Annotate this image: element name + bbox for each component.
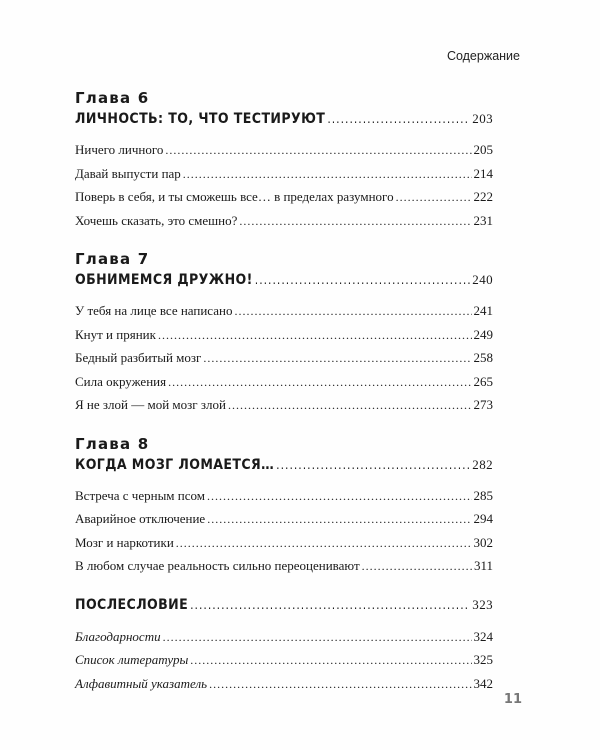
page-number: 222	[473, 189, 493, 204]
toc-entry[interactable]	[75, 323, 493, 347]
entry-title: Алфавитный указатель	[75, 675, 208, 691]
entry-title: Список литературы	[75, 652, 189, 667]
toc-entry[interactable]	[75, 185, 493, 209]
entry-title: Кнут и пряник	[75, 326, 156, 342]
leader-dots	[362, 555, 472, 579]
toc-entry[interactable]	[75, 672, 493, 696]
toc-entry[interactable]	[75, 507, 493, 531]
page-number: 249	[473, 326, 493, 342]
toc-entry[interactable]	[75, 625, 493, 649]
chapter-title: КОГДА МОЗГ ЛОМАЕТСЯ…	[75, 456, 275, 473]
toc-entry[interactable]	[75, 484, 493, 508]
page-number: 265	[473, 373, 493, 389]
leader-dots	[163, 626, 472, 650]
leader-dots	[190, 594, 470, 616]
afterword-title: ПОСЛЕСЛОВИЕ	[75, 596, 189, 613]
page-number: 231	[473, 212, 493, 228]
chapter-label: Глава 8	[75, 434, 150, 453]
chapter-label: Глава 7	[75, 250, 150, 268]
entry-title: Давай выпусти пар	[75, 165, 181, 181]
toc-entry[interactable]	[75, 346, 493, 370]
entry-title: Мозг и наркотики	[75, 534, 174, 550]
leader-dots	[158, 324, 472, 348]
entry-title: Сила окружения	[75, 373, 167, 389]
page-number: 323	[472, 596, 493, 612]
toc-entry[interactable]	[75, 138, 493, 162]
page-number: 240	[472, 272, 493, 287]
chapter-title: ОБНИМЕМСЯ ДРУЖНО!	[75, 272, 253, 288]
toc-entry[interactable]	[75, 370, 493, 394]
chapter-6-section	[75, 88, 493, 232]
toc-entry[interactable]	[75, 162, 493, 186]
page-number: 258	[473, 350, 493, 365]
entry-title: Я не злой — мой мозг злой	[75, 397, 226, 412]
toc-entry[interactable]	[75, 554, 493, 578]
leader-dots	[228, 394, 472, 418]
leader-dots	[239, 210, 471, 234]
toc-entry[interactable]	[75, 531, 493, 555]
leader-dots	[165, 139, 471, 163]
page-folio: 11	[503, 692, 522, 707]
leader-dots	[327, 108, 470, 130]
page-number: 214	[473, 165, 493, 181]
page-number: 273	[473, 397, 493, 412]
page-number: 324	[473, 628, 493, 644]
entry-title: Благодарности	[75, 628, 161, 644]
toc-entry[interactable]	[75, 209, 493, 233]
entry-title: Бедный разбитый мозг	[75, 350, 202, 365]
entry-title: У тебя на лице все написано	[75, 303, 233, 318]
page-number: 205	[473, 142, 493, 157]
page-number: 325	[473, 652, 493, 667]
leader-dots	[234, 300, 471, 324]
page-number: 282	[472, 456, 493, 472]
leader-dots	[209, 673, 471, 697]
leader-dots	[203, 347, 471, 371]
entry-title: Хочешь сказать, это смешно?	[75, 212, 238, 228]
leader-dots	[183, 163, 472, 187]
leader-dots	[190, 649, 471, 673]
entry-title: Аварийное отключение	[75, 511, 206, 526]
chapter-title: ЛИЧНОСТЬ: ТО, ЧТО ТЕСТИРУЮТ	[75, 111, 326, 127]
page-number: 285	[473, 487, 493, 503]
page-number: 294	[473, 511, 493, 526]
toc-entry[interactable]	[75, 648, 493, 672]
leader-dots	[276, 454, 470, 476]
leader-dots	[168, 371, 471, 395]
leader-dots	[207, 485, 472, 509]
page-number: 241	[473, 303, 493, 318]
leader-dots	[207, 508, 471, 532]
running-head: Содержание	[446, 49, 520, 63]
leader-dots	[176, 532, 472, 556]
entry-title: Поверь в себя, и ты сможешь все… в пределах разумного	[75, 189, 394, 204]
chapter-8-section	[75, 434, 493, 578]
afterword-heading-row[interactable]	[75, 594, 493, 616]
chapter-heading-row[interactable]	[75, 108, 493, 130]
chapter-heading-row[interactable]	[75, 269, 493, 291]
page-number: 203	[472, 111, 493, 126]
table-of-contents	[75, 88, 493, 695]
toc-entry[interactable]	[75, 393, 493, 417]
page-number: 342	[473, 675, 493, 691]
leader-dots	[255, 269, 471, 291]
chapter-heading-row[interactable]	[75, 454, 493, 476]
chapter-label: Глава 6	[75, 89, 150, 107]
entry-title: Ничего личного	[75, 142, 164, 157]
page-number: 302	[473, 534, 493, 550]
toc-entry[interactable]	[75, 299, 493, 323]
afterword-section	[75, 594, 493, 696]
entry-title: Встреча с черным псом	[75, 487, 205, 503]
entry-title: В любом случае реальность сильно переоценивают	[75, 558, 360, 573]
page-number: 311	[473, 558, 493, 573]
leader-dots	[396, 186, 472, 210]
chapter-7-section	[75, 249, 493, 417]
